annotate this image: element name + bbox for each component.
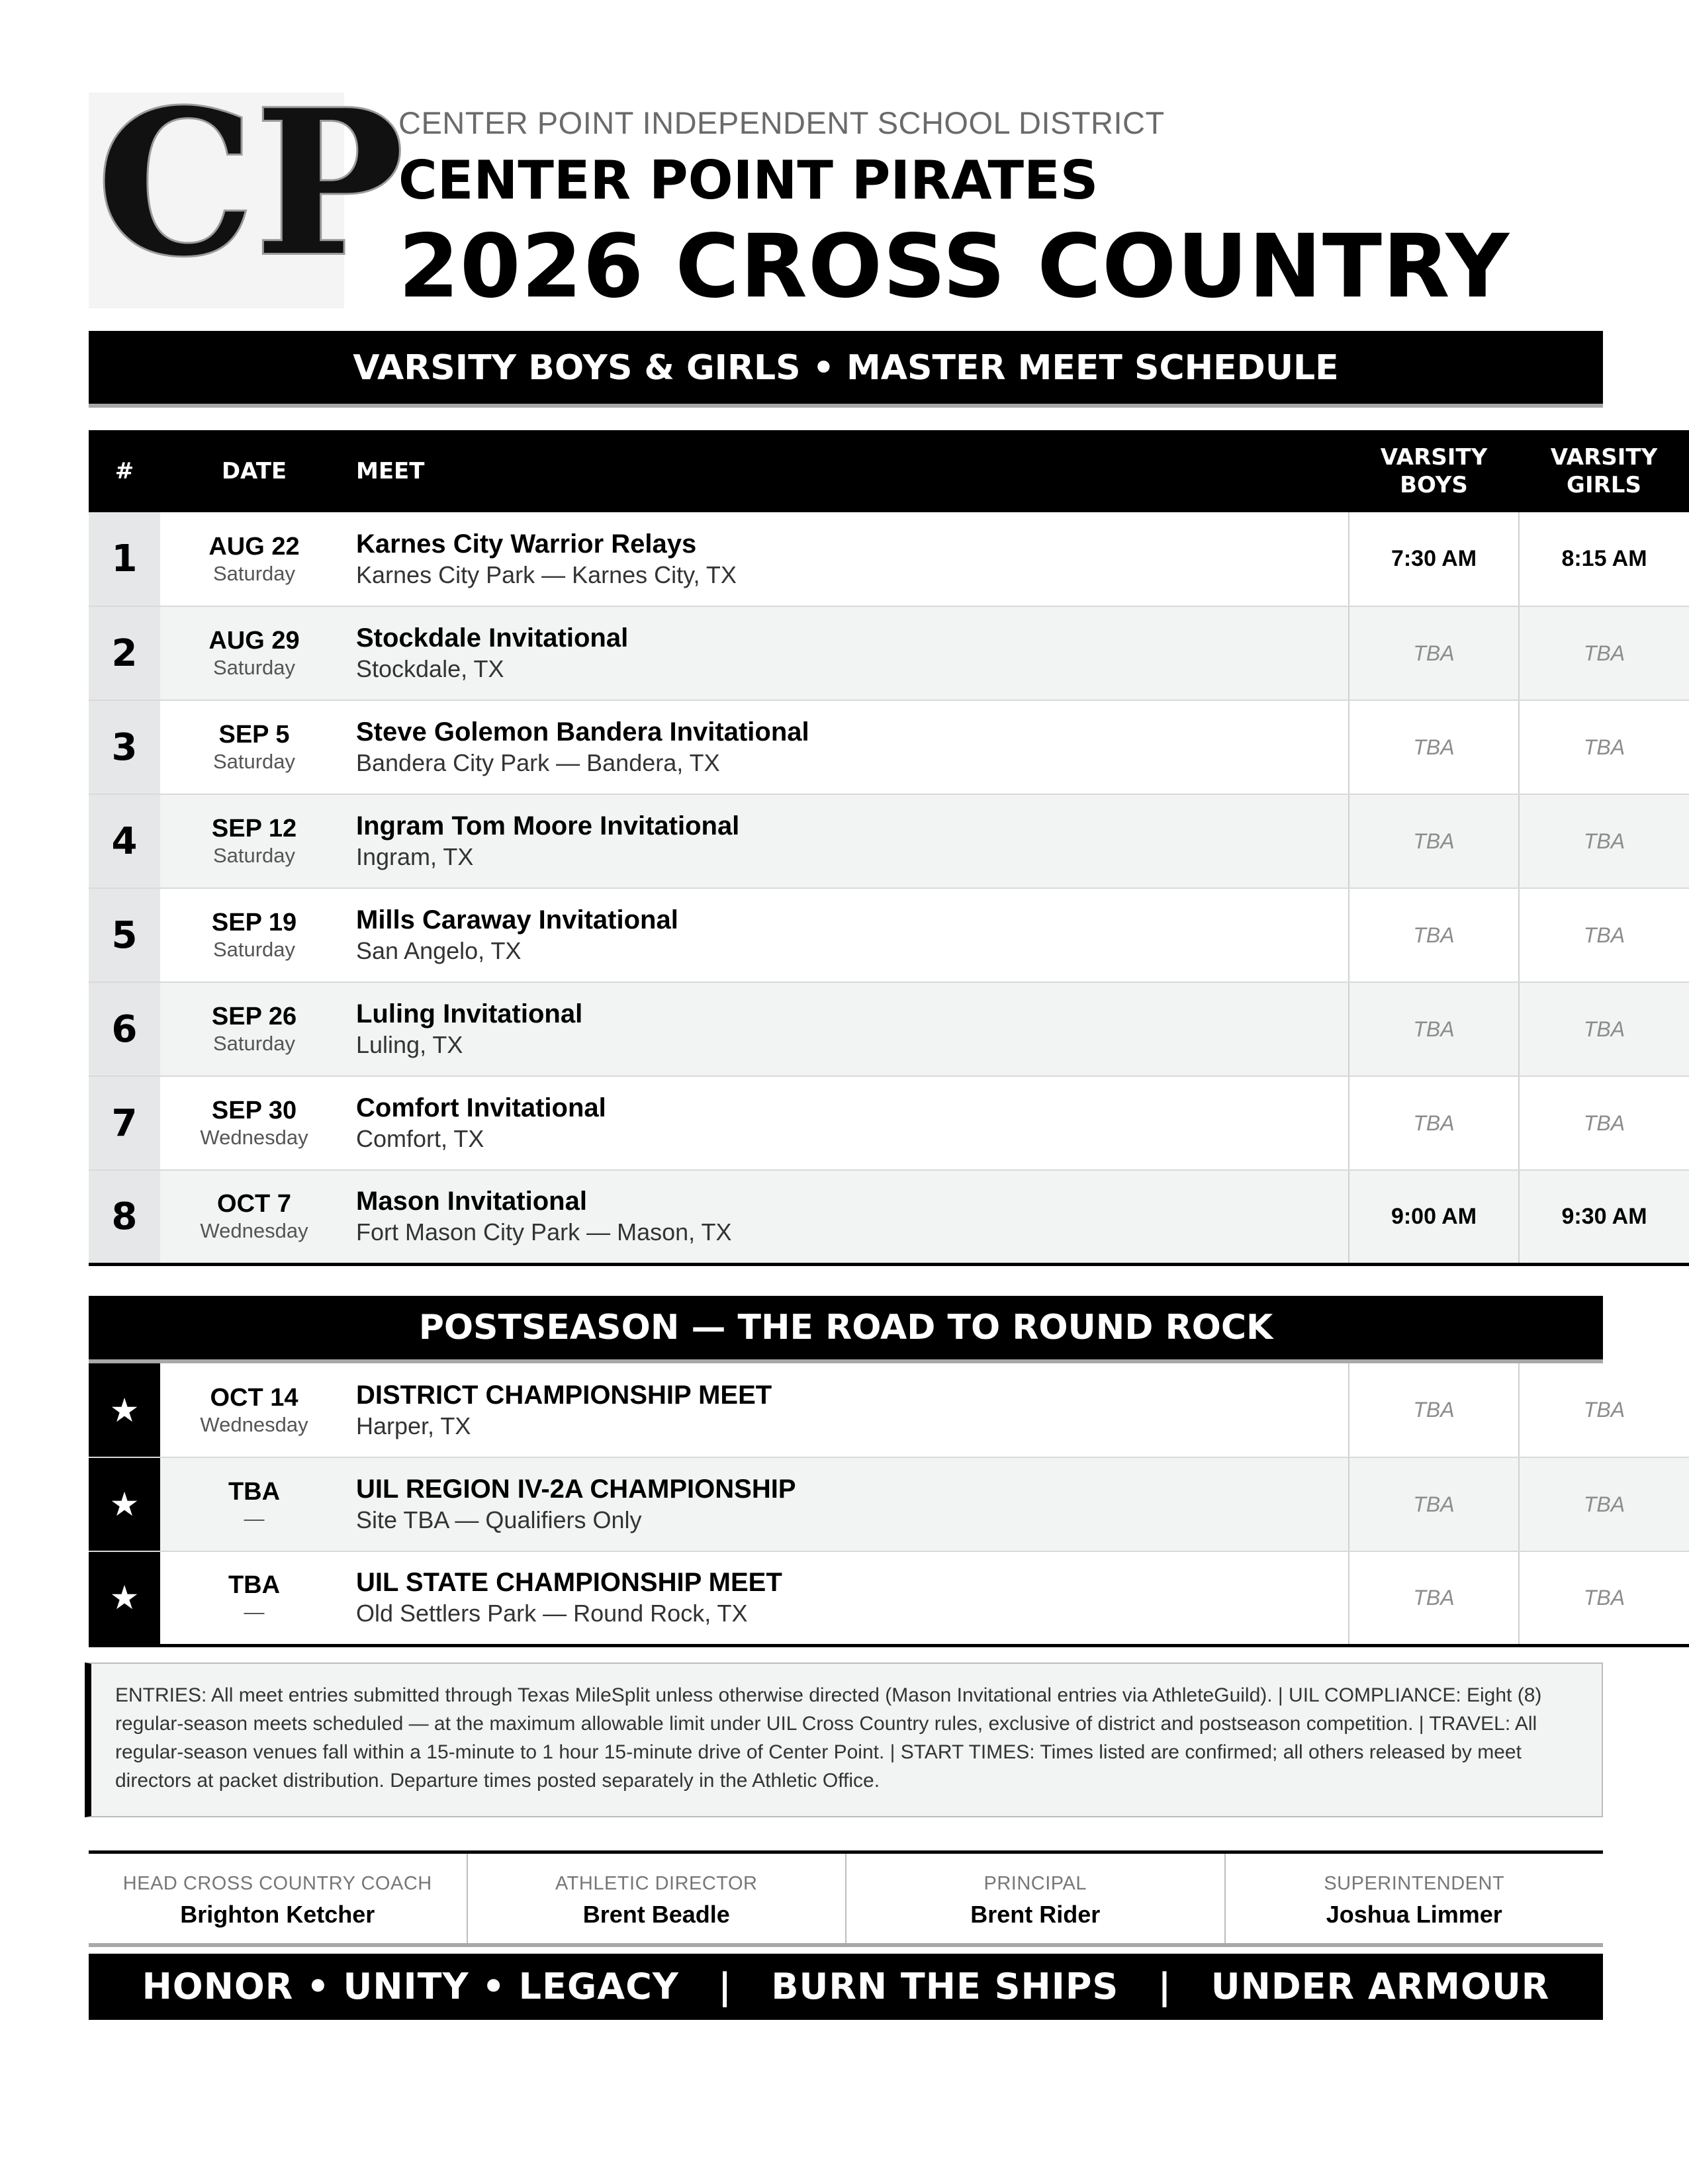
meet-date: AUG 22 [208,532,300,561]
meet-day: Saturday [212,844,296,867]
varsity-girls-time: 9:30 AM [1519,1170,1689,1264]
varsity-girls-time: TBA [1519,794,1689,888]
postseason-banner: POSTSEASON — THE ROAD TO ROUND ROCK [89,1296,1603,1363]
varsity-boys-time: TBA [1349,794,1519,888]
meet-day: Wednesday [200,1412,308,1436]
meet-name: Ingram Tom Moore Invitational [356,811,740,841]
meet-date: SEP 5 [218,721,290,749]
meet-location: Comfort, TX [356,1125,484,1152]
meet-number: 6 [89,982,160,1076]
varsity-boys-time: 7:30 AM [1349,512,1519,606]
star-icon: ★ [89,1363,160,1457]
meet-date: AUG 29 [208,627,300,655]
varsity-boys-time: TBA [1349,606,1519,700]
varsity-boys-time: TBA [1349,1076,1519,1170]
signature-coach [89,1854,468,1943]
meet-date: SEP 26 [211,1003,297,1030]
team-name: CENTER POINT PIRATES [398,150,1099,211]
table-row [89,982,1689,1076]
meet-date-cell [160,1551,348,1645]
footer-motto: HONOR • UNITY • LEGACY | BURN THE SHIPS | UNDER ARMOUR [89,1954,1603,2020]
meet-info-cell [348,794,1349,888]
varsity-girls-time: TBA [1519,1076,1689,1170]
meet-info-cell [348,1170,1349,1264]
varsity-boys-time: TBA [1349,700,1519,794]
notes-box: ENTRIES: All meet entries submitted through Texas MileSplit unless otherwise directed (Mason Invitational entries via AthleteGuild). | UIL COMPLIANCE: Eight (8) regular-season meets scheduled — at the maximum allowable limit under UIL Cross Country rules, exclusive of district and postseason competition. | TRAVEL: All regular-season venues fall within a 15-minute to 1 hour 15-minute drive of Center Point. | START TIMES: Times listed are confirmed; all others released by meet directors at packet distribution. Departure times posted separately in the Athletic Office. [85,1662,1603,1817]
meet-date-cell [160,606,348,700]
meet-name: Luling Invitational [356,999,583,1028]
meet-date-cell [160,512,348,606]
table-row [89,606,1689,700]
signature-name: Brent Rider [970,1901,1101,1928]
meet-name: DISTRICT CHAMPIONSHIP MEET [356,1380,772,1410]
meet-location: Harper, TX [356,1412,471,1439]
meet-number: 7 [89,1076,160,1170]
meet-name: Comfort Invitational [356,1093,606,1122]
meet-day: — [244,1600,265,1624]
varsity-girls-time: TBA [1519,982,1689,1076]
meet-location: San Angelo, TX [356,937,522,964]
signature-block [89,1850,1603,1947]
varsity-girls-time: TBA [1519,1363,1689,1457]
table-row [89,794,1689,888]
meet-day: Wednesday [200,1126,308,1149]
meet-info-cell [348,888,1349,982]
signature-role: SUPERINTENDENT [1324,1873,1505,1894]
meet-info-cell [348,606,1349,700]
meet-name: Karnes City Warrior Relays [356,529,697,559]
meet-info-cell [348,700,1349,794]
varsity-girls-time: TBA [1519,888,1689,982]
cp-logo [89,66,404,308]
postseason-row [89,1363,1689,1457]
varsity-boys-time: TBA [1349,1457,1519,1551]
meet-number: 3 [89,700,160,794]
table-row [89,700,1689,794]
meet-name: Steve Golemon Bandera Invitational [356,717,809,747]
meet-name: Mason Invitational [356,1187,587,1216]
signature-principal [846,1854,1226,1943]
meet-location: Stockdale, TX [356,655,504,682]
col-header-num: # [89,430,160,512]
meet-day: Wednesday [200,1219,308,1243]
varsity-boys-time: TBA [1349,888,1519,982]
meet-number: 5 [89,888,160,982]
meet-date: OCT 14 [210,1383,298,1412]
meet-location: Fort Mason City Park — Mason, TX [356,1218,732,1246]
meet-date: TBA [228,1571,281,1600]
table-row [89,888,1689,982]
meet-number: 1 [89,512,160,606]
meet-location: Karnes City Park — Karnes City, TX [356,561,737,588]
varsity-boys-time: TBA [1349,1551,1519,1645]
meet-info-cell [348,1363,1349,1457]
varsity-girls-time: TBA [1519,700,1689,794]
meet-info-cell [348,1551,1349,1645]
meet-schedule-table [89,430,1689,1266]
varsity-girls-time: TBA [1519,606,1689,700]
meet-date-cell [160,1076,348,1170]
meet-day: Saturday [212,750,296,773]
signature-role: ATHLETIC DIRECTOR [555,1873,758,1894]
signature-superintendent [1226,1854,1604,1943]
meet-name: Mills Caraway Invitational [356,905,678,934]
signature-role: PRINCIPAL [983,1873,1087,1894]
meet-location: Old Settlers Park — Round Rock, TX [356,1600,748,1627]
meet-date: SEP 12 [211,815,297,842]
col-header-meet: MEET [348,430,1349,512]
postseason-row [89,1551,1689,1645]
signature-role: HEAD CROSS COUNTRY COACH [122,1873,432,1894]
table-row [89,512,1689,606]
meet-date-cell [160,982,348,1076]
meet-name: Stockdale Invitational [356,623,629,653]
star-icon: ★ [89,1457,160,1551]
varsity-girls-time: TBA [1519,1551,1689,1645]
meet-date-cell [160,700,348,794]
meet-day: Saturday [212,656,296,679]
meet-date: SEP 30 [211,1097,297,1124]
meet-location: Bandera City Park — Bandera, TX [356,749,720,776]
meet-date-cell [160,1363,348,1457]
table-header-row [89,430,1689,512]
table-row [89,1076,1689,1170]
varsity-boys-time: TBA [1349,1363,1519,1457]
meet-info-cell [348,1457,1349,1551]
signature-name: Brighton Ketcher [180,1901,375,1928]
meet-number: 4 [89,794,160,888]
col-header-varsity-boys: VARSITY BOYS [1349,430,1519,512]
col-header-varsity-girls: VARSITY GIRLS [1519,430,1689,512]
meet-info-cell [348,512,1349,606]
meet-date: SEP 19 [211,909,297,936]
signature-athletic-director [468,1854,847,1943]
meet-date: OCT 7 [217,1190,291,1218]
svg-text:CP: CP [97,66,404,300]
signature-name: Brent Beadle [582,1901,730,1928]
page-title: 2026 CROSS COUNTRY [398,216,1510,318]
signature-name: Joshua Limmer [1326,1901,1502,1928]
meet-day: Saturday [212,938,296,961]
meet-name: UIL REGION IV-2A CHAMPIONSHIP [356,1475,796,1504]
varsity-boys-time: TBA [1349,982,1519,1076]
schedule-banner: VARSITY BOYS & GIRLS • MASTER MEET SCHEDULE [89,331,1603,408]
meet-day: — [244,1507,265,1530]
meet-number: 2 [89,606,160,700]
table-row [89,1170,1689,1264]
col-header-date: DATE [160,430,348,512]
meet-location: Luling, TX [356,1031,463,1058]
varsity-boys-time: 9:00 AM [1349,1170,1519,1264]
meet-name: UIL STATE CHAMPIONSHIP MEET [356,1568,782,1598]
meet-date-cell [160,888,348,982]
varsity-girls-time: 8:15 AM [1519,512,1689,606]
meet-day: Saturday [212,1032,296,1055]
postseason-table [89,1363,1689,1647]
meet-location: Site TBA — Qualifiers Only [356,1506,642,1533]
meet-number: 8 [89,1170,160,1264]
district-name: CENTER POINT INDEPENDENT SCHOOL DISTRICT [398,105,1165,140]
star-icon: ★ [89,1551,160,1645]
meet-info-cell [348,1076,1349,1170]
varsity-girls-time: TBA [1519,1457,1689,1551]
postseason-row [89,1457,1689,1551]
meet-date-cell [160,1170,348,1264]
meet-location: Ingram, TX [356,843,474,870]
meet-date-cell [160,794,348,888]
meet-day: Saturday [212,561,296,585]
meet-date-cell [160,1457,348,1551]
meet-date: TBA [228,1478,281,1506]
meet-info-cell [348,982,1349,1076]
